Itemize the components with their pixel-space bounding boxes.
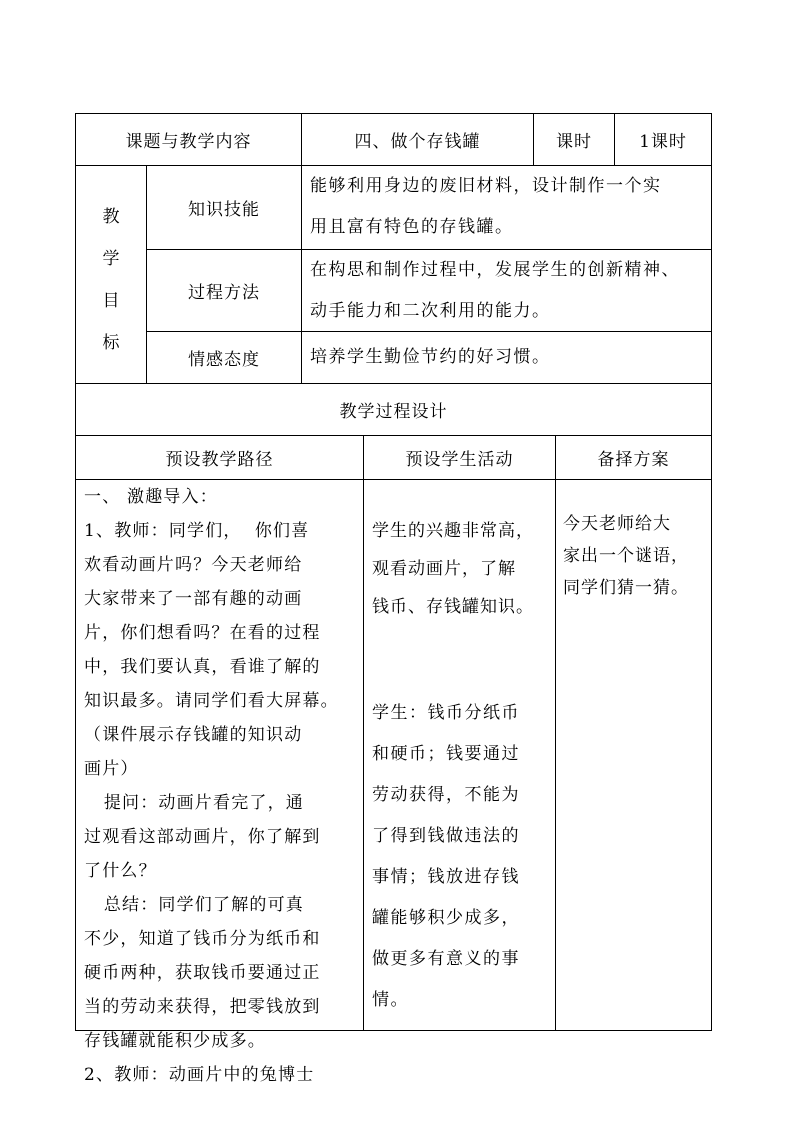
text-line: 2、教师：动画片中的兔博士 (84, 1065, 315, 1085)
teaching-path-content (84, 480, 374, 1092)
text-line: 今天老师给大 (563, 514, 671, 534)
text-line: 存钱罐就能积少成多。 (84, 1031, 266, 1051)
hours-label: 课时 (556, 132, 592, 152)
objectives-char: 标 (102, 333, 120, 353)
text-line: 动手能力和二次利用的能力。 (310, 301, 551, 321)
objectives-char: 教 (102, 207, 120, 227)
col-divider (555, 435, 556, 1031)
text-line: 观看动画片，了解 (372, 559, 516, 579)
text-line: 大家带来了一部有趣的动画 (84, 589, 303, 609)
column-header-path: 预设教学路径 (165, 450, 274, 470)
column-header-alternative: 备择方案 (597, 450, 670, 470)
objective-text-attitude (310, 337, 710, 378)
objective-text-knowledge (310, 166, 710, 248)
objectives-char: 目 (102, 291, 120, 311)
text-line: 钱币、存钱罐知识。 (372, 597, 534, 617)
column-header-activity: 预设学生活动 (405, 450, 514, 470)
student-activity-block-2 (372, 693, 554, 1021)
hours-value: 1课时 (639, 132, 687, 152)
topic-label: 课题与教学内容 (125, 132, 252, 152)
text-line: 片，你们想看吗？在看的过程 (84, 623, 321, 643)
col-divider (301, 165, 302, 383)
text-line: 培养学生勤俭节约的好习惯。 (310, 347, 551, 367)
text-line: 做更多有意义的事 (372, 949, 520, 969)
objective-text-process (310, 250, 710, 332)
text-line: 欢看动画片吗？今天老师给 (84, 555, 303, 575)
text-line: 同学们猜一猜。 (563, 578, 689, 598)
text-line: 画片） (84, 759, 139, 779)
text-line: 罐能够积少成多， (372, 908, 520, 928)
text-line: 和硬币；钱要通过 (372, 744, 520, 764)
text-line: 当的劳动来获得，把零钱放到 (84, 997, 321, 1017)
text-line: 能够利用身边的废旧材料，设计制作一个实 (310, 176, 662, 196)
text-line: 提问：动画片看完了，通 (84, 793, 305, 813)
text-line: 不少，知道了钱币分为纸币和 (84, 929, 321, 949)
design-title: 教学过程设计 (339, 402, 448, 422)
text-line: 用且富有特色的存钱罐。 (310, 217, 514, 237)
alternative-plan-content (563, 508, 710, 604)
objective-label-process: 过程方法 (188, 283, 260, 303)
text-line: 学生的兴趣非常高， (372, 521, 534, 541)
topic-value: 四、做个存钱罐 (354, 132, 481, 152)
objectives-char: 学 (102, 249, 120, 269)
text-line: 在构思和制作过程中，发展学生的创新精神、 (310, 260, 680, 280)
text-line: 了什么？ (84, 861, 157, 881)
student-activity-block-1 (372, 512, 554, 626)
text-line: 硬币两种，获取钱币要通过正 (84, 963, 321, 983)
text-line: 过观看这部动画片，你了解到 (84, 827, 321, 847)
objectives-group-label (76, 196, 146, 364)
text-line: 总结：同学们了解的可真 (84, 895, 305, 915)
text-line: 事情；钱放进存钱 (372, 867, 520, 887)
objective-label-knowledge: 知识技能 (188, 200, 260, 220)
text-line: 中，我们要认真，看谁了解的 (84, 657, 321, 677)
text-line: 情。 (372, 990, 409, 1010)
text-line: 知识最多。请同学们看大屏幕。 (84, 691, 339, 711)
text-line: 1、教师：同学们， 你们喜 (84, 521, 310, 541)
objective-label-attitude: 情感态度 (188, 350, 260, 370)
text-line: 一、 激趣导入： (84, 487, 219, 507)
text-line: 劳动获得，不能为 (372, 785, 520, 805)
text-line: 学生：钱币分纸币 (372, 703, 520, 723)
text-line: 了得到钱做违法的 (372, 826, 520, 846)
text-line: 家出一个谜语， (563, 546, 689, 566)
text-line: （课件展示存钱罐的知识动 (84, 725, 303, 745)
